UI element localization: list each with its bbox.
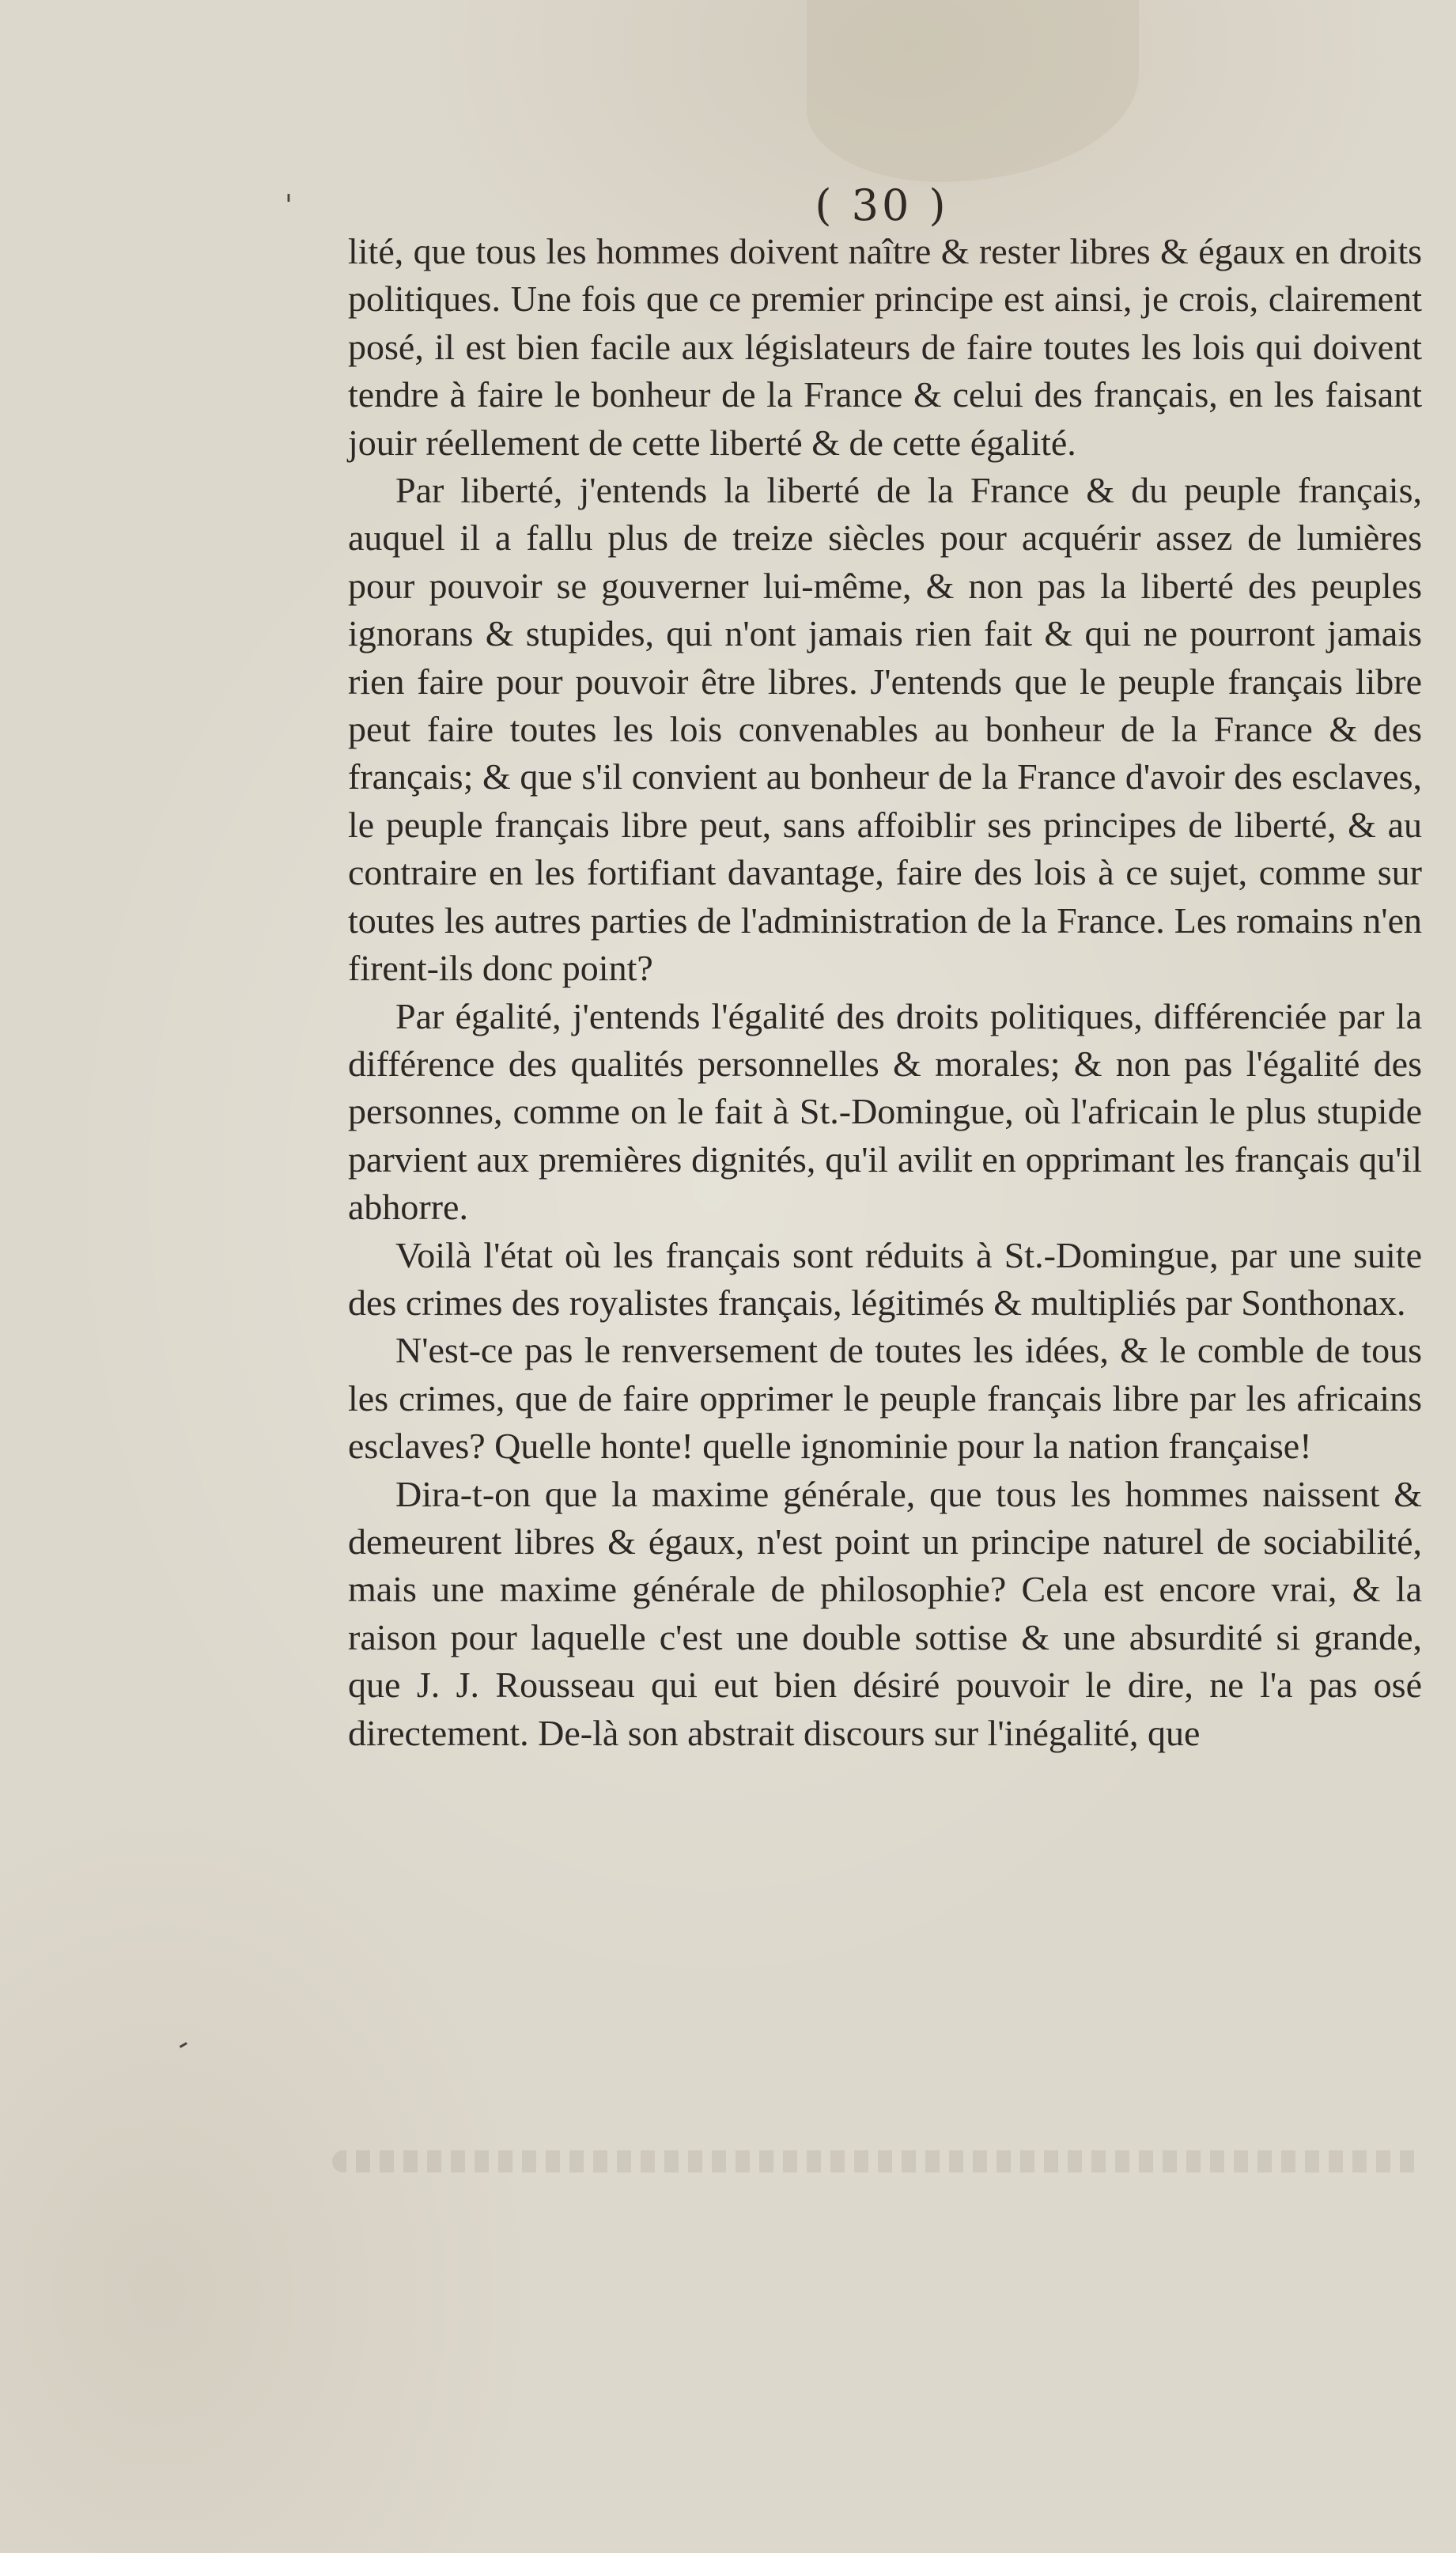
paragraph: Par liberté, j'entends la liberté de la France & du peuple français, auquel il a fallu plus de treize siècles pour acquérir assez de lumières pour pouvoir se gouverner lui-même, & non pas la liberté des peuples ignorans & stupides, qui n'ont jamais rien fait & qui ne pourront jamais rien faire pour pouvoir être libres. J'entends que le peuple français libre peut faire toutes les lois convenables au bonheur de la France & des français; & que s'il convient au bonheur de la France d'avoir des esclaves, le peuple français libre peut, sans affoiblir ses principes de liberté, & au contraire en les fortifiant davantage, faire des lois à ce sujet, comme sur toutes les autres parties de l'administration de la France. Les romains n'en firent-ils donc point? <box>348 470 1422 989</box>
paragraph: Dira-t-on que la maxime générale, que tous les hommes naissent & demeurent libres & égaux, n'est point un principe naturel de sociabilité, mais une maxime générale de philosophie? Cela est encore vrai, & la raison pour laquelle c'est une double sottise & une absurdité si grande, que J. J. Rousseau qui eut bien désiré pouvoir le dire, ne l'a pas osé directement. De-là son abstrait discours sur l'inégalité, que <box>348 1473 1422 1753</box>
paragraph: Par égalité, j'entends l'égalité des droits politiques, différenciée par la différence des qualités personnelles & morales; & non pas l'égalité des personnes, comme on le fait à St.-Domingue, où l'africain le plus stupide parvient aux premières dignités, qu'il avilit en opprimant les français qu'il abhorre. <box>348 995 1422 1228</box>
paragraph: N'est-ce pas le renversement de toutes les idées, & le comble de tous les crimes, que de faire opprimer le peuple français libre par les africains esclaves? Quelle honte! quelle ignominie pour la nation française! <box>348 1330 1422 1467</box>
paper-stain <box>807 0 1139 182</box>
margin-mark: ' <box>285 190 293 222</box>
margin-mark: - <box>168 2025 197 2062</box>
paragraph: lité, que tous les hommes doivent naître & rester libres & égaux en droits politiques. Une fois que ce premier principe est ainsi, je crois, clairement posé, il est bien facile aux législateurs de faire toutes les lois qui doivent tendre à faire le bonheur de la France & celui des français, en les faisant jouir réellement de cette liberté & de cette égalité. <box>348 231 1422 463</box>
bleed-through-text <box>332 2150 1424 2172</box>
paragraph: Voilà l'état où les français sont réduits à St.-Domingue, par une suite des crimes des royalistes français, légitimés & multipliés par Sonthonax. <box>348 1234 1422 1323</box>
body-text <box>348 228 1422 1757</box>
page-number: ( 30 ) <box>815 180 949 230</box>
